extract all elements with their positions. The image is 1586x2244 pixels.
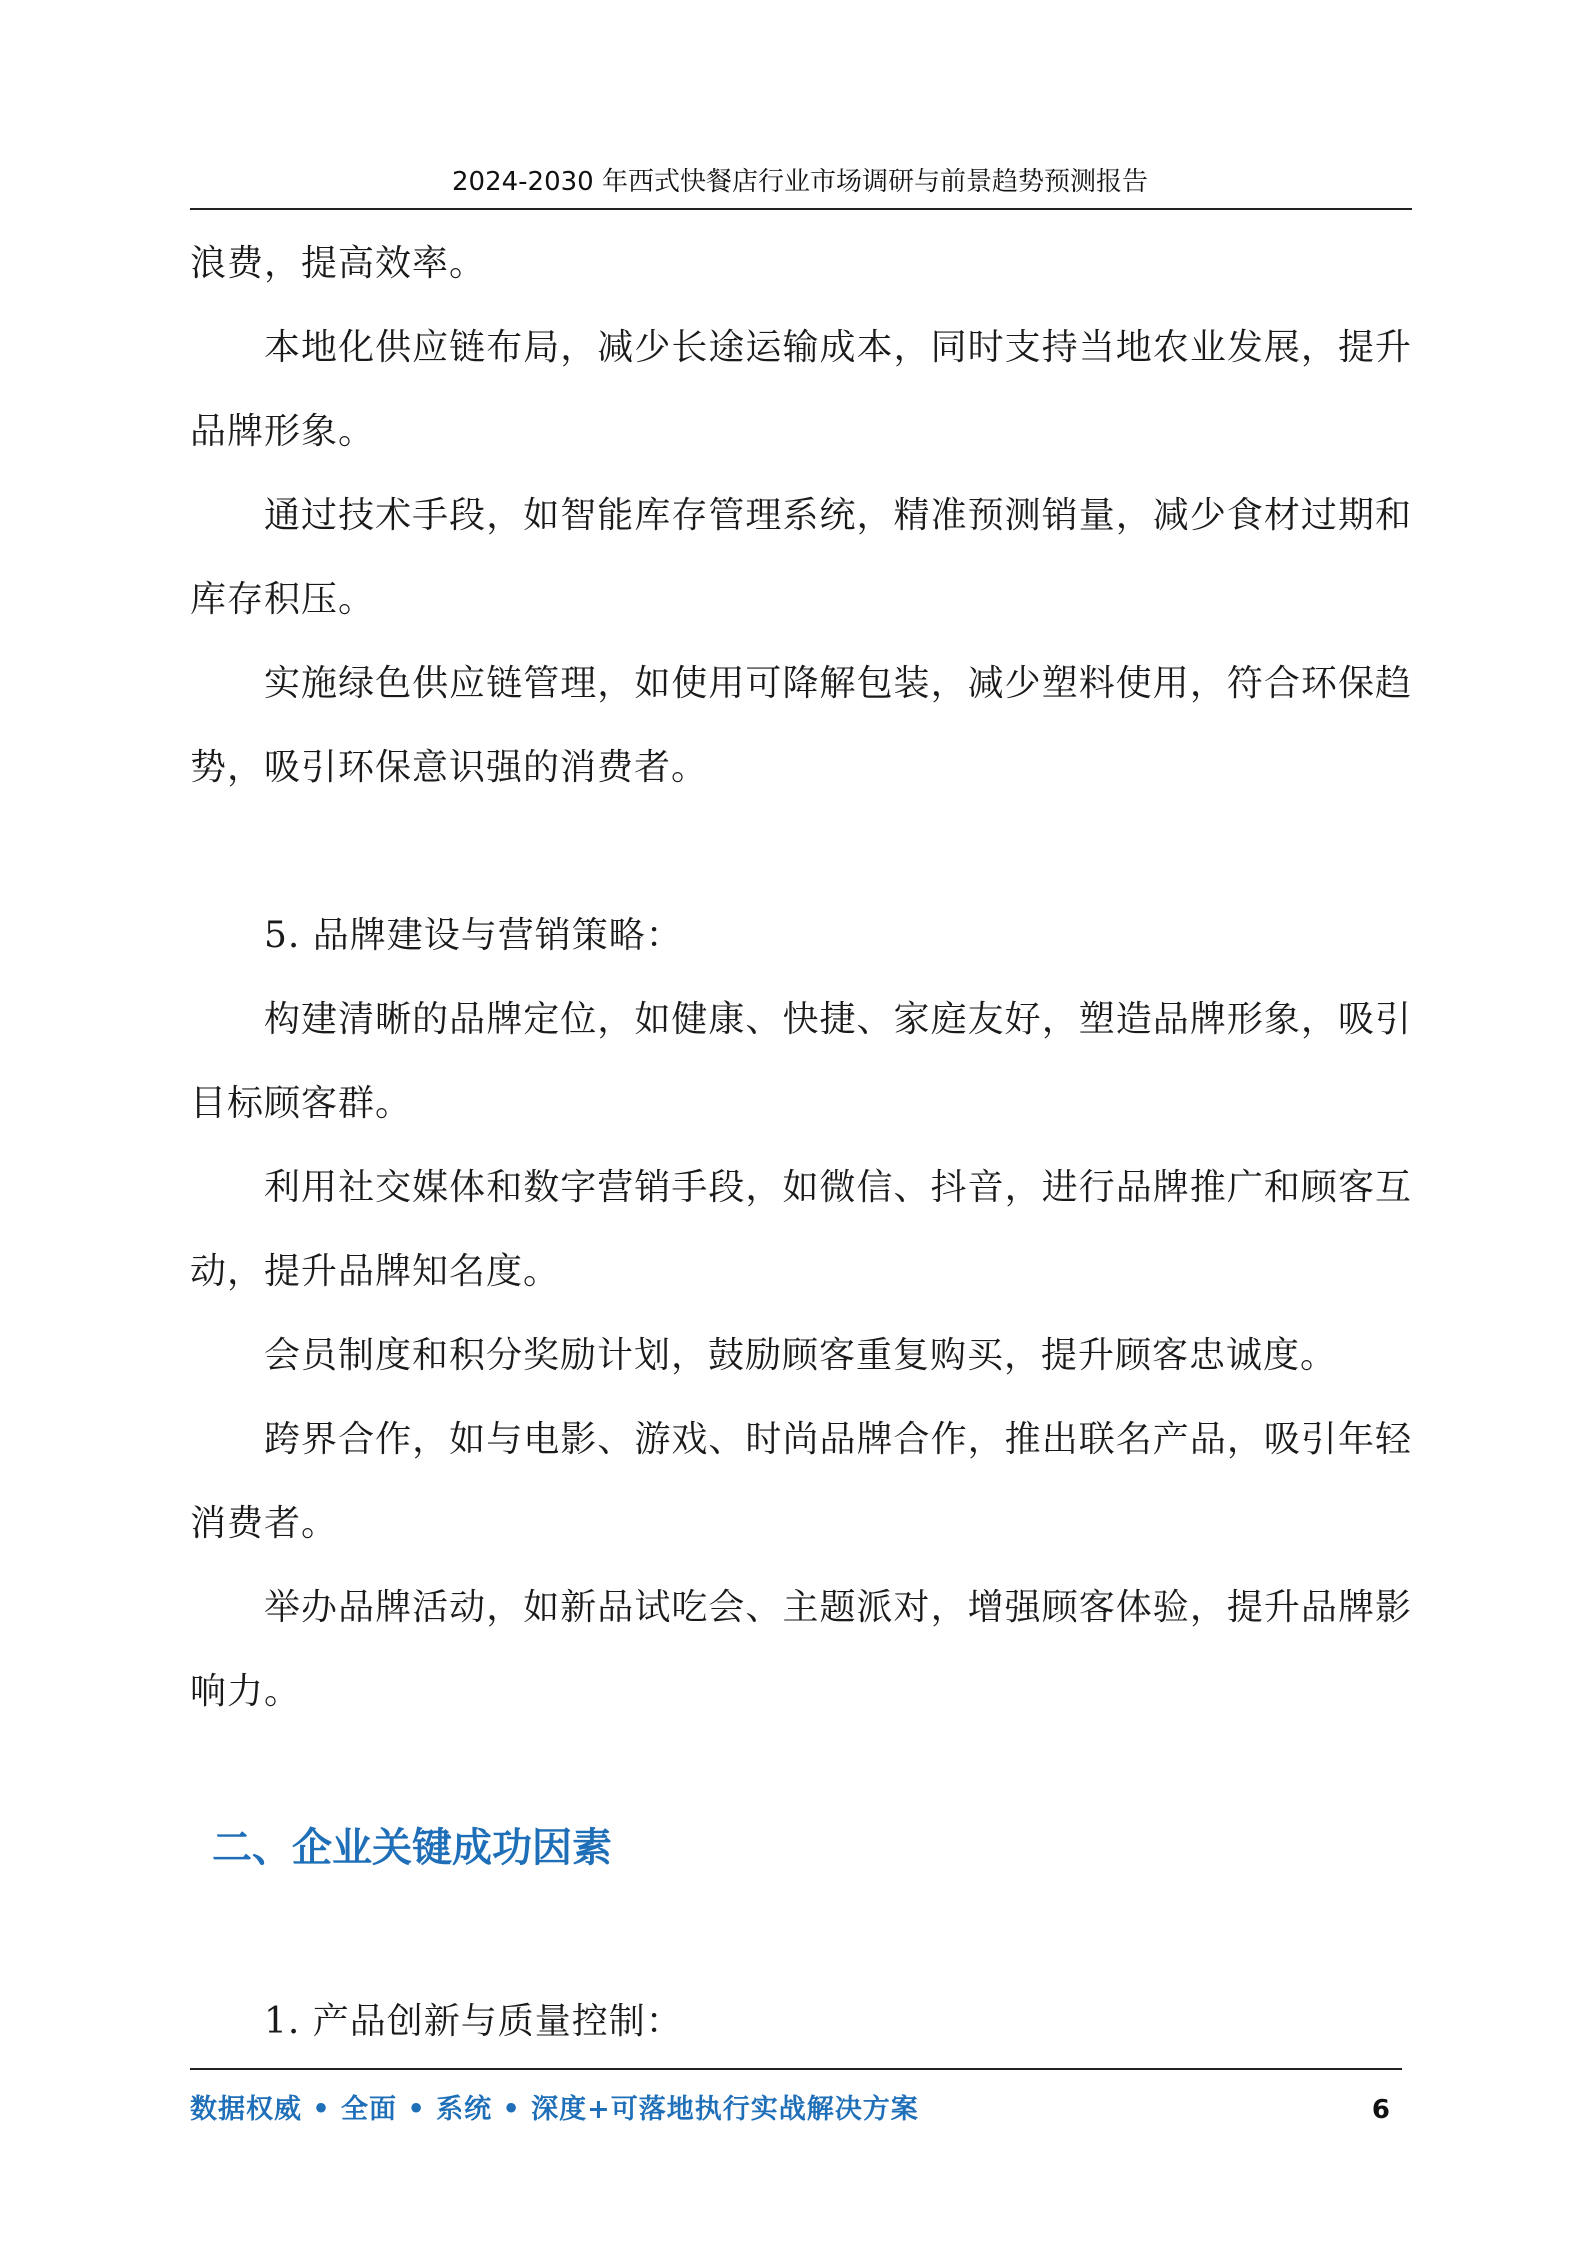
body-content xyxy=(190,222,1412,1734)
footer-slogan: 数据权威 • 全面 • 系统 • 深度+可落地执行实战解决方案 xyxy=(190,2094,919,2125)
section-heading: 二、企业关键成功因素 xyxy=(212,1825,612,1871)
paragraph: 会员制度和积分奖励计划，鼓励顾客重复购买，提升顾客忠诚度。 xyxy=(264,1335,1338,1376)
page-number: 6 xyxy=(1371,2095,1390,2125)
paragraph: 构建清晰的品牌定位，如健康、快捷、家庭友好，塑造品牌形象，吸引目标顾客群。 xyxy=(190,999,1412,1124)
spacer xyxy=(190,810,1412,894)
paragraph: 利用社交媒体和数字营销手段，如微信、抖音，进行品牌推广和顾客互动，提升品牌知名度。 xyxy=(190,1167,1412,1292)
paragraph: 本地化供应链布局，减少长途运输成本，同时支持当地农业发展，提升品牌形象。 xyxy=(190,327,1412,452)
paragraph: 通过技术手段，如智能库存管理系统，精准预测销量，减少食材过期和库存积压。 xyxy=(190,495,1412,620)
numbered-subheading: 1. 产品创新与质量控制： xyxy=(264,2001,683,2042)
paragraph: 跨界合作，如与电影、游戏、时尚品牌合作，推出联名产品，吸引年轻消费者。 xyxy=(190,1419,1412,1544)
header-divider xyxy=(190,208,1412,210)
paragraph: 举办品牌活动，如新品试吃会、主题派对，增强顾客体验，提升品牌影响力。 xyxy=(190,1587,1412,1712)
page-header-title: 2024-2030 年西式快餐店行业市场调研与前景趋势预测报告 xyxy=(452,167,1148,197)
paragraph: 实施绿色供应链管理，如使用可降解包装，减少塑料使用，符合环保趋势，吸引环保意识强的消费者。 xyxy=(190,663,1412,788)
footer-divider xyxy=(190,2068,1402,2070)
paragraph: 浪费，提高效率。 xyxy=(190,243,487,284)
numbered-subheading: 5. 品牌建设与营销策略： xyxy=(264,915,683,956)
